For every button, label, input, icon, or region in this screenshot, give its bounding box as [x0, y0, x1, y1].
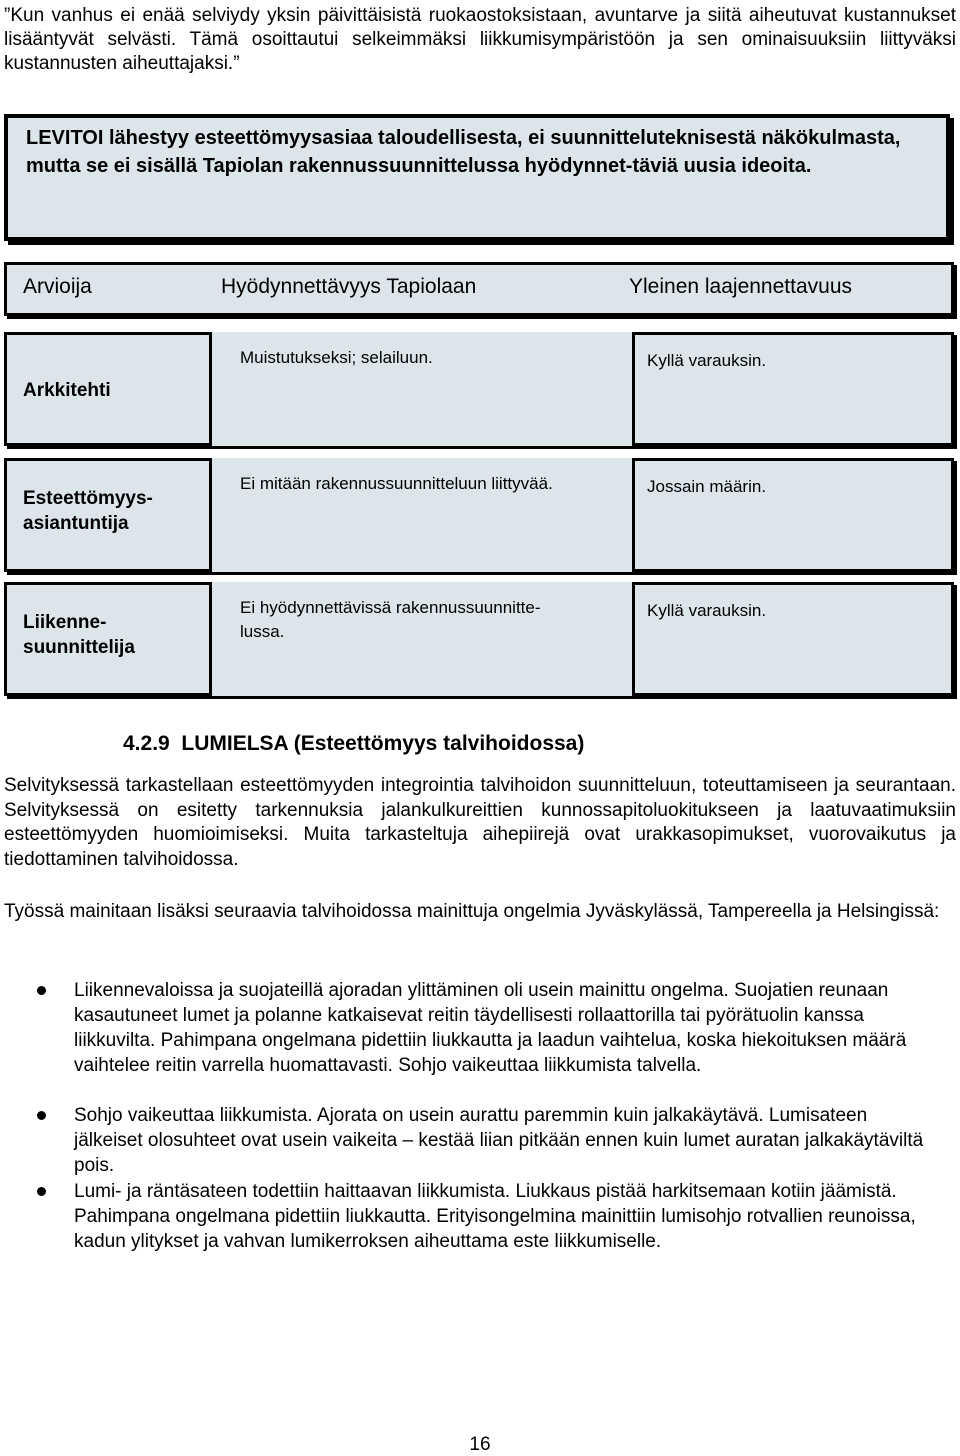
header-generality: Yleinen laajennettavuus	[629, 275, 853, 298]
table-row	[4, 582, 954, 696]
table-row	[4, 458, 954, 572]
row-generality: Jossain määrin.	[647, 477, 767, 496]
usefulness-cell	[209, 458, 635, 572]
paragraph-1: Selvityksessä tarkastellaan esteettömyyden integrointia talvihoidon suunnitteluun, toteuttamiseen ja seurantaan. Selvityksessä on esitetty tarkennuksia jalankulkureittien kunnossapitoluokitukseen ja laatuvaatimuksiin esteettömyyden huomioimiseksi. Muita tarkasteltuja aihepiirejä ovat urakkasopimukset, vuorovaikutus ja tiedottaminen talvihoidossa.	[4, 775, 956, 870]
list-item	[0, 978, 960, 1103]
bullet-icon	[37, 1111, 46, 1120]
row-role: Esteettömyys- asiantuntija	[23, 488, 153, 534]
list-item-text: Sohjo vaikeuttaa liikkumista. Ajorata on usein aurattu paremmin kuin jalkakäytävä. Lumisateen jälkeiset olosuhteet ovat usein vaikeita – kestää liian pitkään ennen kuin lumet auratan jalkakäytäviltä pois.	[74, 1105, 924, 1176]
intro-quote: ”Kun vanhus ei enää selviydy yksin päivittäisistä ruokaostoksistaan, avuntarve ja siitä aiheutuvat kustannukset lisääntyvät selvästi. Tämä osoittautui selkeimmäksi liikkumisympäristöön ja sen ominaisuuksiin liittyväksi kustannusten aiheuttajaksi.”	[4, 5, 956, 74]
row-generality: Kyllä varauksin.	[647, 351, 767, 370]
bullet-list	[0, 978, 960, 1255]
page-number: 16	[469, 1434, 491, 1455]
header-evaluator: Arvioija	[23, 275, 92, 298]
list-item	[0, 1103, 960, 1179]
section-heading: 4.2.9 LUMIELSA (Esteettömyys talvihoidossa)	[123, 732, 585, 755]
summary-box	[4, 114, 950, 241]
row-usefulness: Muistutukseksi; selailuun.	[240, 348, 433, 367]
bullet-icon	[37, 1187, 46, 1196]
table-row	[4, 332, 954, 446]
list-item-text: Lumi- ja räntäsateen todettiin haittaavan liikkumista. Liukkaus pistää harkitsemaan kotiin jäämistä. Pahimpana ongelmana pidettiin liukkautta. Erityisongelmina mainittiin lumisohjo rotvallien reunoissa, kadun ylitykset ja vahvan lumikerroksen aiheuttama este liikkumiselle.	[74, 1181, 916, 1252]
usefulness-cell	[209, 582, 635, 696]
bullet-icon	[37, 986, 46, 995]
row-role: Arkkitehti	[23, 380, 111, 401]
table-header	[4, 262, 954, 316]
row-usefulness: Ei mitään rakennussuunnitteluun liittyvää.	[240, 474, 553, 493]
list-item-text: Liikennevaloissa ja suojateillä ajoradan ylittäminen oli usein mainittu ongelma. Suojatien reunaan kasautuneet lumet ja polanne katkaisevat reitin täydellisesti rollaattorilla tai pyörätuolin kanssa liikkuvilta. Pahimpana ongelmana pidettiin liukkautta ja laadun vaihtelua, koska hiekoituksen määrä vaihtelee reitin varrella huomattavasti. Sohjo vaikeuttaa liikkumista talvella.	[74, 980, 907, 1076]
header-usefulness: Hyödynnettävyys Tapiolaan	[221, 275, 477, 298]
usefulness-cell	[209, 332, 635, 446]
row-usefulness: Ei hyödynnettävissä rakennussuunnitte- lussa.	[240, 598, 541, 641]
list-item	[0, 1179, 960, 1255]
summary-text: LEVITOI lähestyy esteettömyysasiaa taloudellisesta, ei suunnitteluteknisestä näkökulmasta, mutta se ei sisällä Tapiolan rakennussuunnittelussa hyödynnet-täviä uusia ideoita.	[26, 127, 901, 177]
row-generality: Kyllä varauksin.	[647, 601, 767, 620]
row-role: Liikenne- suunnittelija	[23, 612, 135, 658]
paragraph-2: Työssä mainitaan lisäksi seuraavia talvihoidossa mainittuja ongelmia Jyväskylässä, Tampereella ja Helsingissä:	[4, 901, 940, 922]
